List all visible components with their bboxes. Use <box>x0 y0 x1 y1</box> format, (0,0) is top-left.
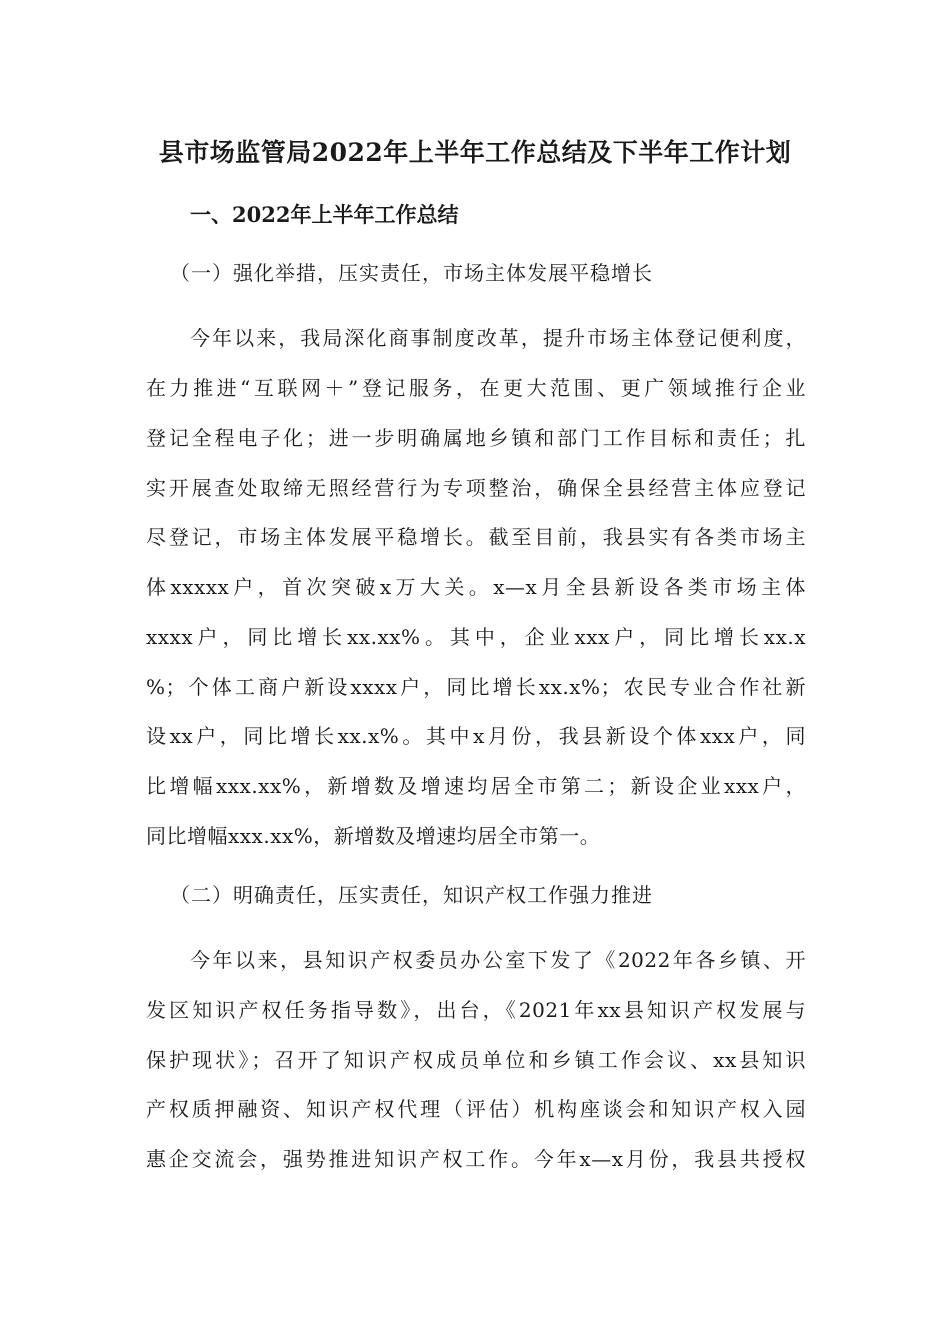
paragraph-line: 设xx户，同比增长xx.x%。其中x月份，我县新设个体xxx户，同 <box>146 724 806 748</box>
paragraph-line: 实开展查处取缔无照经营行为专项整治，确保全县经营主体应登记 <box>146 476 806 500</box>
paragraph-line: 登记全程电子化；进一步明确属地乡镇和部门工作目标和责任；扎 <box>146 426 806 450</box>
document-title: 县市场监管局2022年上半年工作总结及下半年工作计划 <box>158 138 792 167</box>
section-heading-1: 一、2022年上半年工作总结 <box>190 202 459 227</box>
paragraph-line: 今年以来，县知识产权委员办公室下发了《2022年各乡镇、开 <box>190 948 806 972</box>
subsection-heading-1: （一）强化举措，压实责任，市场主体发展平稳增长 <box>170 261 653 285</box>
paragraph-line: 在力推进“互联网＋”登记服务，在更大范围、更广领域推行企业 <box>146 376 806 400</box>
subsection-heading-2: （二）明确责任，压实责任，知识产权工作强力推进 <box>170 883 653 907</box>
paragraph-line: 体xxxxx户，首次突破x万大关。x—x月全县新设各类市场主体 <box>146 575 806 599</box>
paragraph-line: 比增幅xxx.xx%，新增数及增速均居全市第二；新设企业xxx户， <box>146 774 806 798</box>
paragraph-line: 今年以来，我局深化商事制度改革，提升市场主体登记便利度， <box>190 326 806 350</box>
paragraph-line: 保护现状》；召开了知识产权成员单位和乡镇工作会议、xx县知识 <box>146 1048 806 1072</box>
paragraph-line: %；个体工商户新设xxxx户，同比增长xx.x%；农民专业合作社新 <box>146 675 806 699</box>
paragraph-line: xxxx户，同比增长xx.xx%。其中，企业xxx户，同比增长xx.x <box>146 625 806 649</box>
paragraph-line: 产权质押融资、知识产权代理（评估）机构座谈会和知识产权入园 <box>146 1097 806 1121</box>
paragraph-line: 发区知识产权任务指导数》，出台，《2021年xx县知识产权发展与 <box>146 998 806 1022</box>
paragraph-line: 尽登记，市场主体发展平稳增长。截至目前，我县实有各类市场主 <box>146 525 806 549</box>
paragraph-line: 惠企交流会，强势推进知识产权工作。今年x—x月份，我县共授权 <box>146 1147 806 1171</box>
paragraph-line: 同比增幅xxx.xx%，新增数及增速均居全市第一。 <box>146 824 601 848</box>
